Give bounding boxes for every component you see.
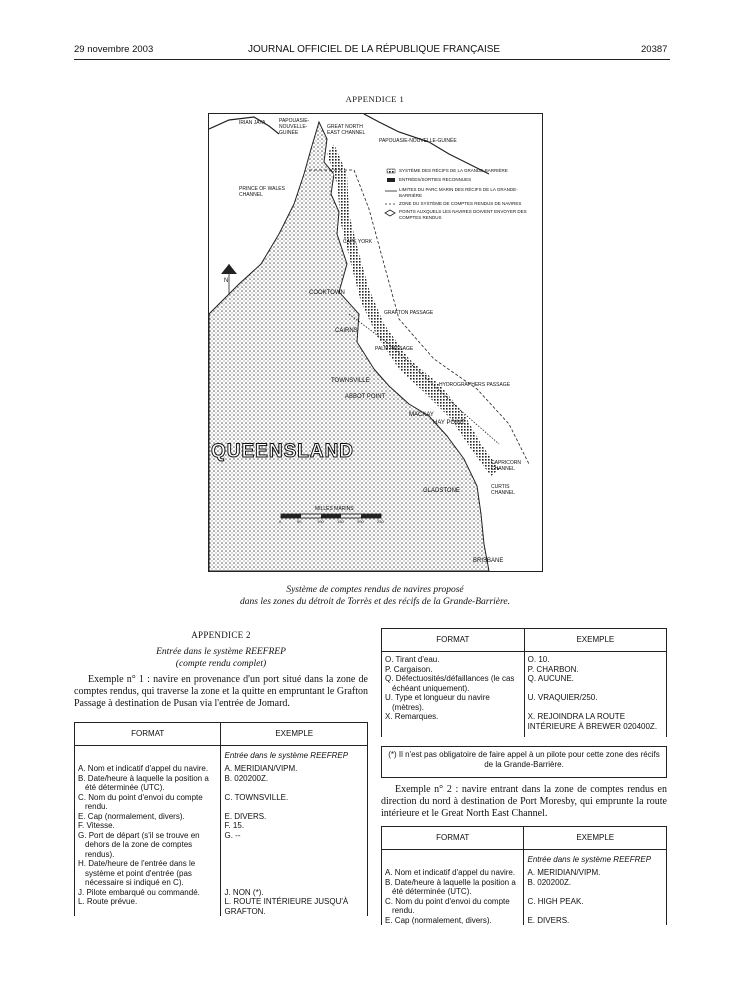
- col-exemple: EXEMPLE: [524, 827, 667, 850]
- table-row: F. Vitesse. F. 15.: [75, 821, 368, 831]
- col-format: FORMAT: [75, 723, 221, 746]
- label-townsville: TOWNSVILLE: [331, 378, 370, 384]
- header-page-number: 20387: [641, 44, 668, 55]
- queensland-map: [208, 113, 543, 572]
- label-papouasie-left: PAPOUASIE-NOUVELLE-GUINÉE: [279, 118, 310, 136]
- subtitle-line: (compte rendu complet): [175, 659, 267, 669]
- label-mackay: MACKAY: [409, 412, 434, 418]
- header-journal-title: JOURNAL OFFICIEL DE LA RÉPUBLIQUE FRANÇAISE: [248, 44, 501, 55]
- header-rule: [74, 59, 670, 60]
- header-date: 29 novembre 2003: [74, 44, 154, 55]
- scale-tick: 200: [357, 519, 364, 524]
- col-format: FORMAT: [382, 629, 525, 652]
- legend-item: SYSTÈME DES RÉCIFS DE LA GRANDE-BARRIÈRE: [399, 168, 508, 173]
- label-cape-york: CAPE YORK: [343, 239, 373, 245]
- label-great-north-east: GREAT NORTH EAST CHANNEL: [327, 124, 366, 136]
- example2-paragraph: Exemple n° 2 : navire entrant dans la zone de comptes rendus en direction du nord à destination de Port Moresby, qui emprunte la route intérieure et le Great North East Channel.: [381, 784, 667, 819]
- label-hay-point: HAY POINT: [433, 420, 465, 426]
- label-hydrographers: HYDROGRAPHERS PASSAGE: [439, 382, 511, 388]
- table-example1: [74, 722, 368, 916]
- label-grafton-passage: GRAFTON PASSAGE: [384, 310, 434, 316]
- caption-line: dans les zones du détroit de Torrès et des récifs de la Grande-Barrière.: [240, 597, 510, 607]
- legend-item: POINTS AUXQUELS LES NAVIRES DOIVENT ENVOYER DES COMPTES RENDUS: [399, 209, 527, 220]
- table-row: B. Date/heure à laquelle la position a été déterminée (UTC). B. 020200Z.: [75, 774, 368, 793]
- table-row: E. Cap (normalement, divers). E. DIVERS.: [382, 916, 667, 926]
- scale-tick: 0: [279, 519, 282, 524]
- table-row: [75, 746, 368, 765]
- scale-tick: 100: [317, 519, 324, 524]
- col-exemple: EXEMPLE: [221, 723, 368, 746]
- label-curtis: CURTIS CHANNEL: [491, 484, 515, 496]
- table-header-row: [382, 629, 667, 652]
- label-north: N: [224, 278, 229, 284]
- label-gladstone: GLADSTONE: [423, 488, 460, 494]
- table-header-row: [75, 723, 368, 746]
- label-queensland: QUEENSLAND: [211, 441, 355, 462]
- label-palm-passage: PALM PASSAGE: [375, 346, 414, 352]
- example1-paragraph: Exemple n° 1 : navire en provenance d'un port situé dans la zone de comptes rendus, qui traverse la zone et la quitte en empruntant le Grafton Passage à destination de Pusan via l'entrée de Jomard.: [74, 674, 368, 709]
- label-abbot-point: ABBOT POINT: [345, 394, 386, 400]
- scale-tick: 250: [377, 519, 384, 524]
- table-row: H. Date/heure de l'entrée dans le système et point d'entrée (pas nécessaire si indiqué en C).: [75, 859, 368, 888]
- appendix1-title: APPENDICE 1: [345, 94, 405, 104]
- table-row: X. Remarques. X. REJOINDRA LA ROUTE INTÉRIEURE À BREWER 020400Z.: [382, 712, 667, 737]
- col-format: FORMAT: [382, 827, 524, 850]
- table-row: O. Tirant d'eau. O. 10.: [382, 652, 667, 665]
- appendix2-subtitle: [74, 646, 368, 670]
- legend-item: ENTRÉES/SORTIES RECONNUES: [399, 177, 472, 182]
- table-intro: Entrée dans le système REEFREP: [221, 746, 368, 765]
- label-cairns: CAIRNS: [335, 328, 358, 334]
- map-caption: [200, 584, 550, 608]
- label-capricorn: CAPRICORN CHANNEL: [491, 460, 522, 472]
- table-row: P. Cargaison. P. CHARBON.: [382, 665, 667, 675]
- table-row: [382, 850, 667, 869]
- legend-item: LIMITES DU PARC MARIN DES RÉCIFS DE LA GRANDE-BARRIÈRE: [399, 187, 518, 198]
- table-row: G. Port de départ (s'il se trouve en dehors de la zone de comptes rendus). G. --: [75, 831, 368, 860]
- table-row: Q. Défectuosités/défaillances (le cas échéant uniquement). Q. AUCUNE.: [382, 674, 667, 693]
- table-example2: [381, 826, 667, 925]
- table-footnote: (*) Il n'est pas obligatoire de faire appel à un pilote pour cette zone des récifs de la Grande-Barrière.: [381, 746, 667, 778]
- table-row: J. Pilote embarqué ou commandé. J. NON (*).: [75, 888, 368, 898]
- label-irian-jaya: IRIAN JAYA: [239, 120, 266, 126]
- label-prince-of-wales: PRINCE OF WALES CHANNEL: [239, 186, 285, 198]
- appendix2-title: APPENDICE 2: [191, 630, 251, 640]
- scale-tick: 50: [297, 519, 302, 524]
- label-brisbane: BRISBANE: [473, 558, 504, 564]
- legend-item: ZONE DU SYSTÈME DE COMPTES RENDUS DE NAVIRES: [399, 201, 522, 206]
- table-intro: Entrée dans le système REEFREP: [524, 850, 667, 869]
- label-papouasie-right: PAPOUASIE-NOUVELLE-GUINÉE: [379, 138, 457, 144]
- label-milles-marins: MILLES MARINS: [315, 506, 354, 512]
- table-row: C. Nom du point d'envoi du compte rendu. C. HIGH PEAK.: [382, 897, 667, 916]
- table-example1-continued: [381, 628, 667, 737]
- label-cooktown: COOKTOWN: [309, 290, 345, 296]
- table-row: U. Type et longueur du navire (mètres). U. VRAQUIER/250.: [382, 693, 667, 712]
- col-exemple: EXEMPLE: [524, 629, 666, 652]
- subtitle-line: Entrée dans le système REEFREP: [156, 647, 286, 657]
- caption-line: Système de comptes rendus de navires proposé: [286, 585, 464, 595]
- table-row: L. Route prévue. L. ROUTE INTÉRIEURE JUSQU'À GRAFTON.: [75, 897, 368, 916]
- table-row: B. Date/heure à laquelle la position a été déterminée (UTC). B. 020200Z.: [382, 878, 667, 897]
- table-row: A. Nom et indicatif d'appel du navire. A. MERIDIAN/VIPM.: [382, 868, 667, 878]
- table-row: C. Nom du point d'envoi du compte rendu. C. TOWNSVILLE.: [75, 793, 368, 812]
- scale-tick: 150: [337, 519, 344, 524]
- table-row: E. Cap (normalement, divers). E. DIVERS.: [75, 812, 368, 822]
- table-row: A. Nom et indicatif d'appel du navire. A. MERIDIAN/VIPM.: [75, 764, 368, 774]
- table-header-row: [382, 827, 667, 850]
